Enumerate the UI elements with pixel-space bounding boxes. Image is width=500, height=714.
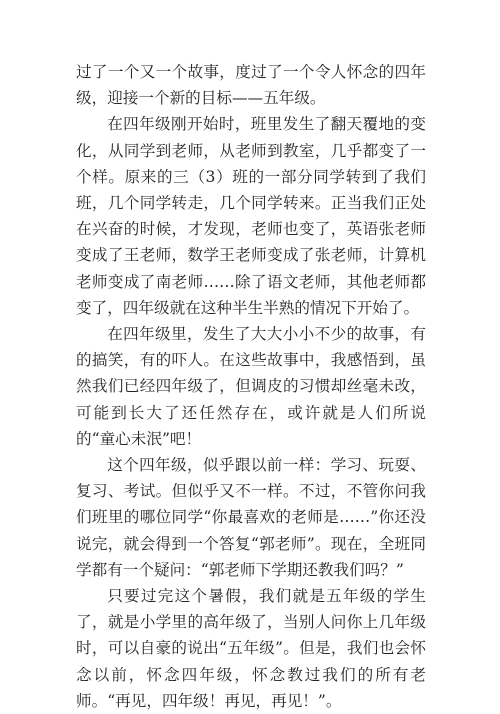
paragraph-5: 只要过完这个暑假，我们就是五年级的学生了，就是小学里的高年级了，当别人问你上几年级时，可以自豪的说出“五年级”。但是，我们也会怀念以前，怀念四年级，怀念教过我们的所有老师。“再见，四年级！再见，再见！”。 [76, 587, 426, 710]
paragraph-1: 过了一个又一个故事，度过了一个令人怀念的四年级，迎接一个新的目标——五年级。 [76, 63, 426, 108]
paragraph-2: 在四年级刚开始时，班里发生了翻天覆地的变化，从同学到老师，从老师到教室，几乎都变了一个样。原来的三（3）班的一部分同学转到了我们班，几个同学转走，几个同学转来。正当我们正处在兴奋的时候，才发现，老师也变了，英语张老师变成了王老师，数学王老师变成了张老师，计算机老师变成了南老师……除了语文老师，其他老师都变了，四年级就在这种半生半熟的情况下开始了。 [76, 115, 426, 317]
paragraph-4: 这个四年级，似乎跟以前一样：学习、玩耍、复习、考试。但似乎又不一样。不过，不管你问我们班里的哪位同学“你最喜欢的老师是……”你还没说完，就会得到一个答复“郭老师”。现在，全班同学都有一个疑问：“郭老师下学期还教我们吗？” [76, 456, 426, 579]
paragraph-3: 在四年级里，发生了大大小小不少的故事，有的搞笑，有的吓人。在这些故事中，我感悟到，虽然我们已经四年级了，但调皮的习惯却丝毫未改，可能到长大了还任然存在，或许就是人们所说的“童心未泯”吧！ [76, 325, 426, 448]
document-body [76, 59, 426, 714]
